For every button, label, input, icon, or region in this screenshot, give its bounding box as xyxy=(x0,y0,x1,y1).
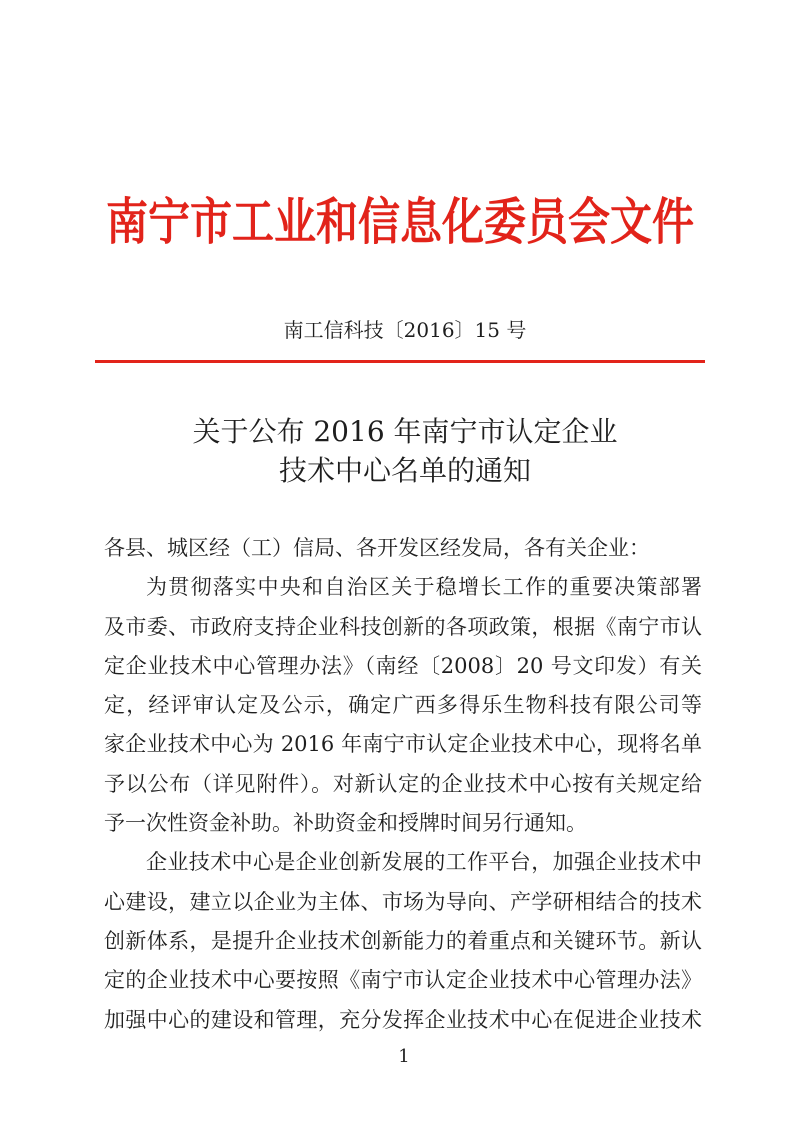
paragraph-line: 企业技术中心是企业创新发展的工作平台，加强企业技术中 xyxy=(146,850,702,875)
document-number: 南工信科技〔2016〕15 号 xyxy=(283,318,527,342)
paragraph-line: 加强中心的建设和管理，充分发挥企业技术中心在促进企业技术 xyxy=(104,1007,702,1032)
paragraph xyxy=(104,568,702,843)
document-body xyxy=(104,529,702,1040)
org-header-title-text: 南宁市工业和信息化委员会文件 xyxy=(106,192,694,251)
page-number: 1 xyxy=(398,1046,410,1067)
paragraph-line: 定企业技术中心管理办法》（南经〔2008〕20 号文印发）有关 xyxy=(104,653,702,678)
paragraph-line: 为贯彻落实中央和自治区关于稳增长工作的重要决策部署 xyxy=(146,575,702,600)
paragraph-line: 及市委、市政府支持企业科技创新的各项政策，根据《南宁市认 xyxy=(104,614,702,639)
paragraph-line: 定，经评审认定及公示，确定广西多得乐生物科技有限公司等 xyxy=(104,693,702,718)
org-header-title xyxy=(0,192,800,252)
paragraph-line: 心建设，建立以企业为主体、市场为导向、产学研相结合的技术 xyxy=(104,889,702,914)
paragraph xyxy=(104,843,702,1039)
paragraph-line: 家企业技术中心为 2016 年南宁市认定企业技术中心，现将名单 xyxy=(104,732,702,757)
paragraph-line: 创新体系，是提升企业技术创新能力的着重点和关键环节。新认 xyxy=(104,928,702,953)
notice-title-line: 技术中心名单的通知 xyxy=(278,454,531,487)
salutation: 各县、城区经（工）信局、各开发区经发局，各有关企业： xyxy=(104,536,650,560)
paragraph-line: 予一次性资金补助。补助资金和授牌时间另行通知。 xyxy=(104,811,587,836)
header-red-divider xyxy=(95,360,705,363)
notice-title-line: 关于公布 2016 年南宁市认定企业 xyxy=(192,415,618,448)
paragraph-line: 定的企业技术中心要按照《南宁市认定企业技术中心管理办法》 xyxy=(104,968,702,993)
notice-title xyxy=(0,412,800,490)
paragraph-line: 予以公布（详见附件）。对新认定的企业技术中心按有关规定给 xyxy=(104,771,702,796)
